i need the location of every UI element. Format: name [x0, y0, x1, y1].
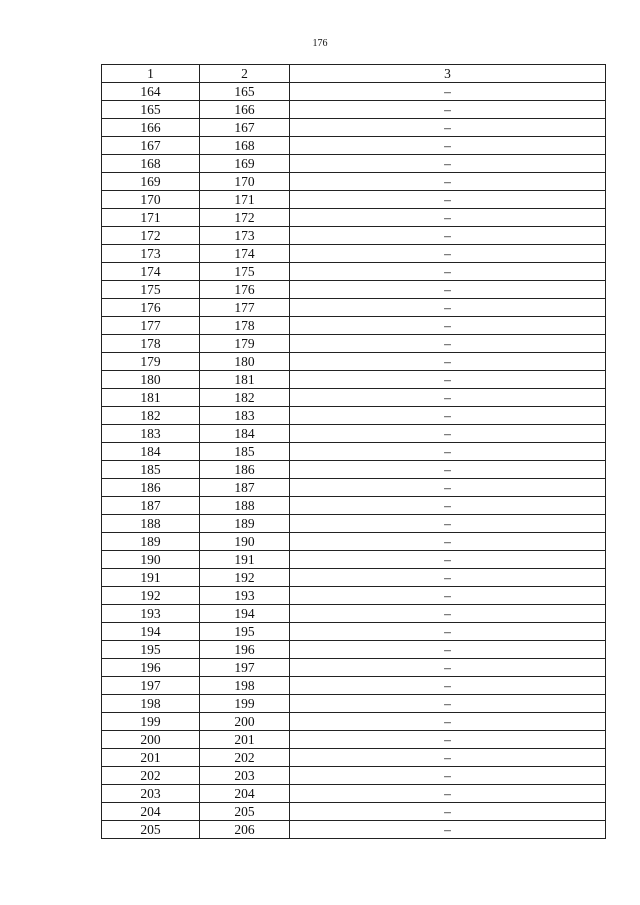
- table-cell-col-3: –: [290, 515, 606, 533]
- table-row: [102, 821, 606, 839]
- table-row: [102, 191, 606, 209]
- table-cell-col-1: 193: [102, 605, 200, 623]
- table-cell-col-3: –: [290, 371, 606, 389]
- table-cell-col-1: 169: [102, 173, 200, 191]
- table-cell-col-2: 188: [200, 497, 290, 515]
- table-cell-col-1: 179: [102, 353, 200, 371]
- table-row: [102, 371, 606, 389]
- table-cell-col-1: 196: [102, 659, 200, 677]
- table-cell-col-1: 181: [102, 389, 200, 407]
- table-cell-col-1: 170: [102, 191, 200, 209]
- table-cell-col-2: 206: [200, 821, 290, 839]
- table-row: [102, 83, 606, 101]
- table-cell-col-3: –: [290, 659, 606, 677]
- table-cell-col-3: –: [290, 389, 606, 407]
- table-cell-col-1: 176: [102, 299, 200, 317]
- table-cell-col-2: 167: [200, 119, 290, 137]
- table-cell-col-3: –: [290, 677, 606, 695]
- table-cell-col-3: –: [290, 263, 606, 281]
- table-body: [102, 83, 606, 839]
- table-cell-col-2: 190: [200, 533, 290, 551]
- table-cell-col-3: –: [290, 497, 606, 515]
- table-cell-col-1: 191: [102, 569, 200, 587]
- data-table: [101, 64, 606, 839]
- table-cell-col-2: 180: [200, 353, 290, 371]
- table-cell-col-1: 178: [102, 335, 200, 353]
- table-row: [102, 623, 606, 641]
- table-cell-col-3: –: [290, 587, 606, 605]
- table-cell-col-2: 178: [200, 317, 290, 335]
- table-cell-col-1: 194: [102, 623, 200, 641]
- table-cell-col-1: 165: [102, 101, 200, 119]
- table-cell-col-2: 204: [200, 785, 290, 803]
- table-cell-col-1: 192: [102, 587, 200, 605]
- table-cell-col-3: –: [290, 173, 606, 191]
- table-cell-col-3: –: [290, 443, 606, 461]
- table-cell-col-3: –: [290, 209, 606, 227]
- table-cell-col-1: 185: [102, 461, 200, 479]
- table-row: [102, 263, 606, 281]
- table-cell-col-3: –: [290, 101, 606, 119]
- table-cell-col-2: 168: [200, 137, 290, 155]
- table-row: [102, 641, 606, 659]
- table-cell-col-1: 189: [102, 533, 200, 551]
- table-row: [102, 155, 606, 173]
- table-cell-col-1: 184: [102, 443, 200, 461]
- table-cell-col-3: –: [290, 119, 606, 137]
- table-row: [102, 749, 606, 767]
- table-cell-col-2: 165: [200, 83, 290, 101]
- table-cell-col-2: 193: [200, 587, 290, 605]
- table-cell-col-1: 167: [102, 137, 200, 155]
- table-row: [102, 443, 606, 461]
- table-cell-col-2: 186: [200, 461, 290, 479]
- table-row: [102, 101, 606, 119]
- table-cell-col-1: 186: [102, 479, 200, 497]
- table-cell-col-1: 188: [102, 515, 200, 533]
- table-cell-col-3: –: [290, 731, 606, 749]
- table-cell-col-2: 170: [200, 173, 290, 191]
- table-row: [102, 299, 606, 317]
- table-cell-col-2: 166: [200, 101, 290, 119]
- table-cell-col-3: –: [290, 317, 606, 335]
- table-cell-col-3: –: [290, 425, 606, 443]
- table-cell-col-2: 184: [200, 425, 290, 443]
- table-row: [102, 785, 606, 803]
- table-row: [102, 587, 606, 605]
- table-cell-col-3: –: [290, 281, 606, 299]
- table-cell-col-1: 202: [102, 767, 200, 785]
- table-cell-col-1: 190: [102, 551, 200, 569]
- table-cell-col-2: 202: [200, 749, 290, 767]
- table-cell-col-1: 177: [102, 317, 200, 335]
- table-row: [102, 227, 606, 245]
- table-row: [102, 335, 606, 353]
- table-cell-col-1: 195: [102, 641, 200, 659]
- table-cell-col-3: –: [290, 353, 606, 371]
- table-cell-col-1: 203: [102, 785, 200, 803]
- column-header-3: 3: [290, 65, 606, 83]
- table-cell-col-1: 171: [102, 209, 200, 227]
- table-cell-col-2: 171: [200, 191, 290, 209]
- table-cell-col-2: 169: [200, 155, 290, 173]
- table-cell-col-3: –: [290, 191, 606, 209]
- table-row: [102, 209, 606, 227]
- table-cell-col-2: 174: [200, 245, 290, 263]
- table-cell-col-3: –: [290, 623, 606, 641]
- table-cell-col-2: 200: [200, 713, 290, 731]
- table-cell-col-2: 183: [200, 407, 290, 425]
- table-cell-col-1: 198: [102, 695, 200, 713]
- table-row: [102, 515, 606, 533]
- table-row: [102, 659, 606, 677]
- column-header-2: 2: [200, 65, 290, 83]
- table-cell-col-1: 180: [102, 371, 200, 389]
- table-cell-col-3: –: [290, 137, 606, 155]
- table-cell-col-1: 166: [102, 119, 200, 137]
- table-row: [102, 713, 606, 731]
- table-row: [102, 605, 606, 623]
- table-cell-col-1: 173: [102, 245, 200, 263]
- table-cell-col-3: –: [290, 533, 606, 551]
- table-cell-col-1: 204: [102, 803, 200, 821]
- table-row: [102, 245, 606, 263]
- table-cell-col-3: –: [290, 155, 606, 173]
- table-cell-col-1: 187: [102, 497, 200, 515]
- table-cell-col-1: 164: [102, 83, 200, 101]
- table-cell-col-3: –: [290, 299, 606, 317]
- table-row: [102, 353, 606, 371]
- table-cell-col-3: –: [290, 335, 606, 353]
- table-cell-col-2: 187: [200, 479, 290, 497]
- table-row: [102, 281, 606, 299]
- table-cell-col-2: 182: [200, 389, 290, 407]
- table-cell-col-2: 179: [200, 335, 290, 353]
- table-row: [102, 551, 606, 569]
- table-cell-col-3: –: [290, 569, 606, 587]
- table-row: [102, 317, 606, 335]
- table-cell-col-2: 205: [200, 803, 290, 821]
- table-row: [102, 569, 606, 587]
- table-cell-col-2: 177: [200, 299, 290, 317]
- page-number: 176: [312, 38, 328, 49]
- table-cell-col-1: 168: [102, 155, 200, 173]
- table-cell-col-1: 205: [102, 821, 200, 839]
- table-header-row: [102, 65, 606, 83]
- table-cell-col-2: 181: [200, 371, 290, 389]
- table-cell-col-3: –: [290, 821, 606, 839]
- table-row: [102, 533, 606, 551]
- table-cell-col-2: 201: [200, 731, 290, 749]
- table-row: [102, 119, 606, 137]
- table-cell-col-3: –: [290, 479, 606, 497]
- table-row: [102, 137, 606, 155]
- table-cell-col-2: 196: [200, 641, 290, 659]
- table-row: [102, 173, 606, 191]
- table-row: [102, 677, 606, 695]
- table-cell-col-1: 174: [102, 263, 200, 281]
- table-cell-col-1: 197: [102, 677, 200, 695]
- table-row: [102, 407, 606, 425]
- table-row: [102, 461, 606, 479]
- table-cell-col-3: –: [290, 245, 606, 263]
- table-cell-col-2: 203: [200, 767, 290, 785]
- table-cell-col-2: 194: [200, 605, 290, 623]
- table-cell-col-2: 176: [200, 281, 290, 299]
- table-cell-col-3: –: [290, 767, 606, 785]
- table-cell-col-3: –: [290, 803, 606, 821]
- table-cell-col-3: –: [290, 785, 606, 803]
- table-row: [102, 803, 606, 821]
- table-row: [102, 425, 606, 443]
- table-row: [102, 695, 606, 713]
- table-cell-col-3: –: [290, 227, 606, 245]
- table-row: [102, 479, 606, 497]
- column-header-1: 1: [102, 65, 200, 83]
- table-cell-col-1: 199: [102, 713, 200, 731]
- table-cell-col-2: 192: [200, 569, 290, 587]
- table-cell-col-1: 201: [102, 749, 200, 767]
- table-cell-col-3: –: [290, 641, 606, 659]
- table-cell-col-2: 191: [200, 551, 290, 569]
- table-cell-col-1: 182: [102, 407, 200, 425]
- table-cell-col-1: 200: [102, 731, 200, 749]
- table-row: [102, 731, 606, 749]
- table-cell-col-2: 175: [200, 263, 290, 281]
- table-cell-col-3: –: [290, 713, 606, 731]
- table-cell-col-2: 172: [200, 209, 290, 227]
- table-row: [102, 389, 606, 407]
- table-cell-col-3: –: [290, 551, 606, 569]
- table-cell-col-1: 175: [102, 281, 200, 299]
- table-cell-col-3: –: [290, 749, 606, 767]
- table-row: [102, 497, 606, 515]
- table-cell-col-2: 198: [200, 677, 290, 695]
- table-cell-col-2: 173: [200, 227, 290, 245]
- table-cell-col-3: –: [290, 605, 606, 623]
- table-cell-col-3: –: [290, 695, 606, 713]
- table-cell-col-3: –: [290, 407, 606, 425]
- table-cell-col-2: 189: [200, 515, 290, 533]
- table-cell-col-1: 172: [102, 227, 200, 245]
- table-cell-col-2: 185: [200, 443, 290, 461]
- table-cell-col-2: 199: [200, 695, 290, 713]
- table-row: [102, 767, 606, 785]
- table-cell-col-2: 195: [200, 623, 290, 641]
- table-cell-col-2: 197: [200, 659, 290, 677]
- table-cell-col-3: –: [290, 461, 606, 479]
- table-cell-col-3: –: [290, 83, 606, 101]
- table-cell-col-1: 183: [102, 425, 200, 443]
